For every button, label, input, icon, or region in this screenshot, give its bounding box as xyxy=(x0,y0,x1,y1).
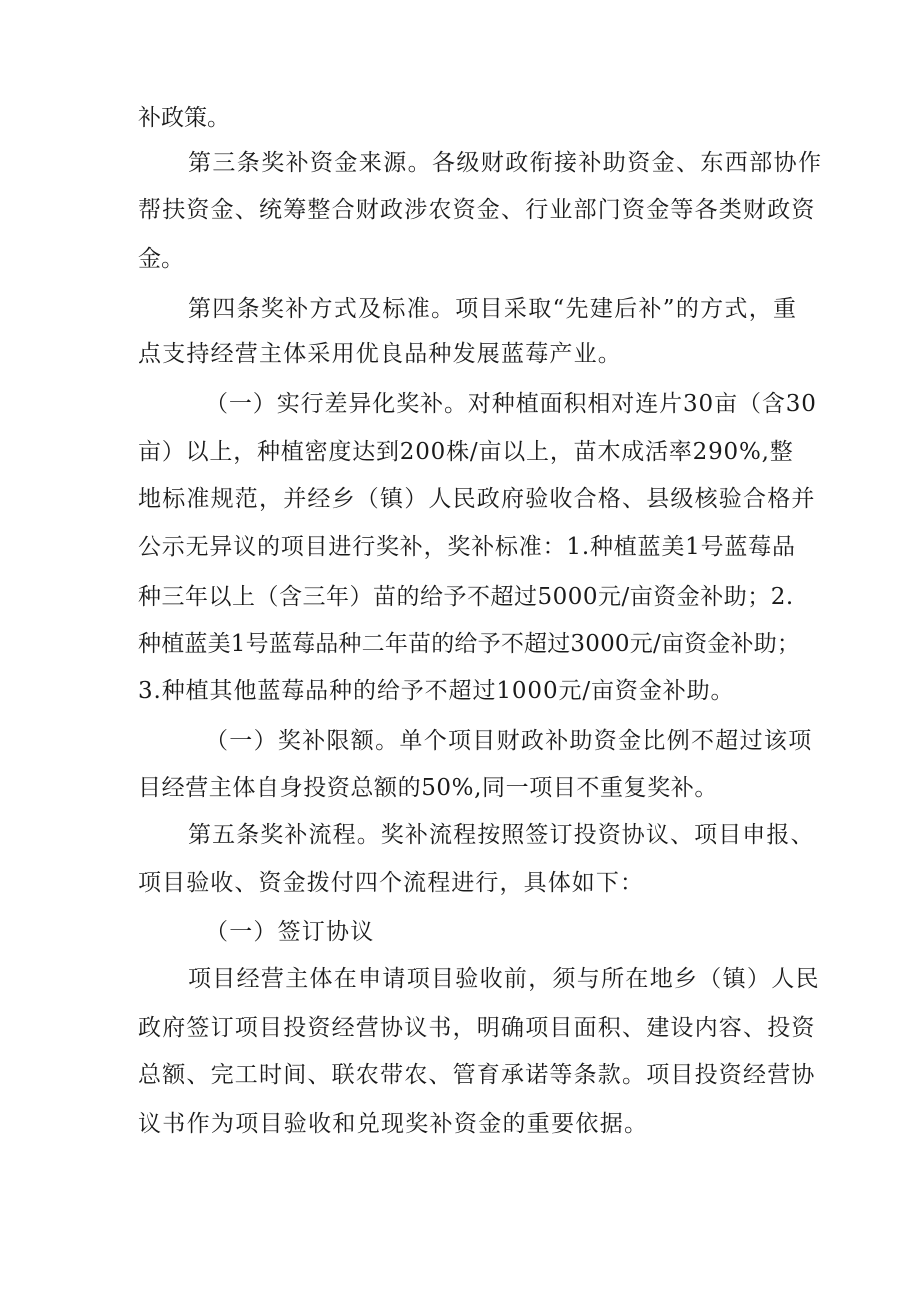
text-line: 公示无异议的项目进行奖补，奖补标准：1.种植蓝美1号蓝莓品 xyxy=(138,534,796,560)
text-line: 补政策。 xyxy=(138,105,230,131)
text-line: 点支持经营主体采用优良品种发展蓝莓产业。 xyxy=(138,341,622,367)
text-line: 种三年以上（含三年）苗的给予不超过5000元/亩资金补助；2. xyxy=(138,584,794,610)
text-line: 3.种植其他蓝莓品种的给予不超过1000元/亩资金补助。 xyxy=(138,678,735,704)
text-line: 第四条奖补方式及标准。项目采取“先建后补”的方式，重 xyxy=(188,296,798,322)
text-line: 总额、完工时间、联农带农、管育承诺等条款。项目投资经营协 xyxy=(138,1062,816,1088)
text-line: 议书作为项目验收和兑现奖补资金的重要依据。 xyxy=(138,1111,649,1137)
text-line: （一）签订协议 xyxy=(205,919,375,945)
text-line: 地标准规范，并经乡（镇）人民政府验收合格、县级核验合格并 xyxy=(138,486,816,512)
text-line: 政府签订项目投资经营协议书，明确项目面积、建设内容、投资 xyxy=(138,1015,816,1041)
text-line: 第五条奖补流程。奖补流程按照签订投资协议、项目申报、 xyxy=(188,822,815,848)
text-line: 金。 xyxy=(138,246,184,272)
text-line: （一）奖补限额。单个项目财政补助资金比例不超过该项 xyxy=(205,728,813,754)
text-line: 帮扶资金、统筹整合财政涉农资金、行业部门资金等各类财政资 xyxy=(138,197,816,223)
text-line: 种植蓝美1号蓝莓品种二年苗的给予不超过3000元/亩资金补助； xyxy=(138,631,801,657)
text-line: 目经营主体自身投资总额的50%,同一项目不重复奖补。 xyxy=(138,775,719,801)
text-line: （一）实行差异化奖补。对种植面积相对连片30亩（含30 xyxy=(205,391,817,417)
text-line: 项目经营主体在申请项目验收前，须与所在地乡（镇）人民 xyxy=(188,966,820,992)
text-line: 亩）以上，种植密度达到200株/亩以上，苗木成活率290%,整 xyxy=(138,439,794,465)
text-line: 第三条奖补资金来源。各级财政衔接补助资金、东西部协作 xyxy=(188,150,823,176)
text-line: 项目验收、资金拨付四个流程进行，具体如下： xyxy=(138,870,645,896)
